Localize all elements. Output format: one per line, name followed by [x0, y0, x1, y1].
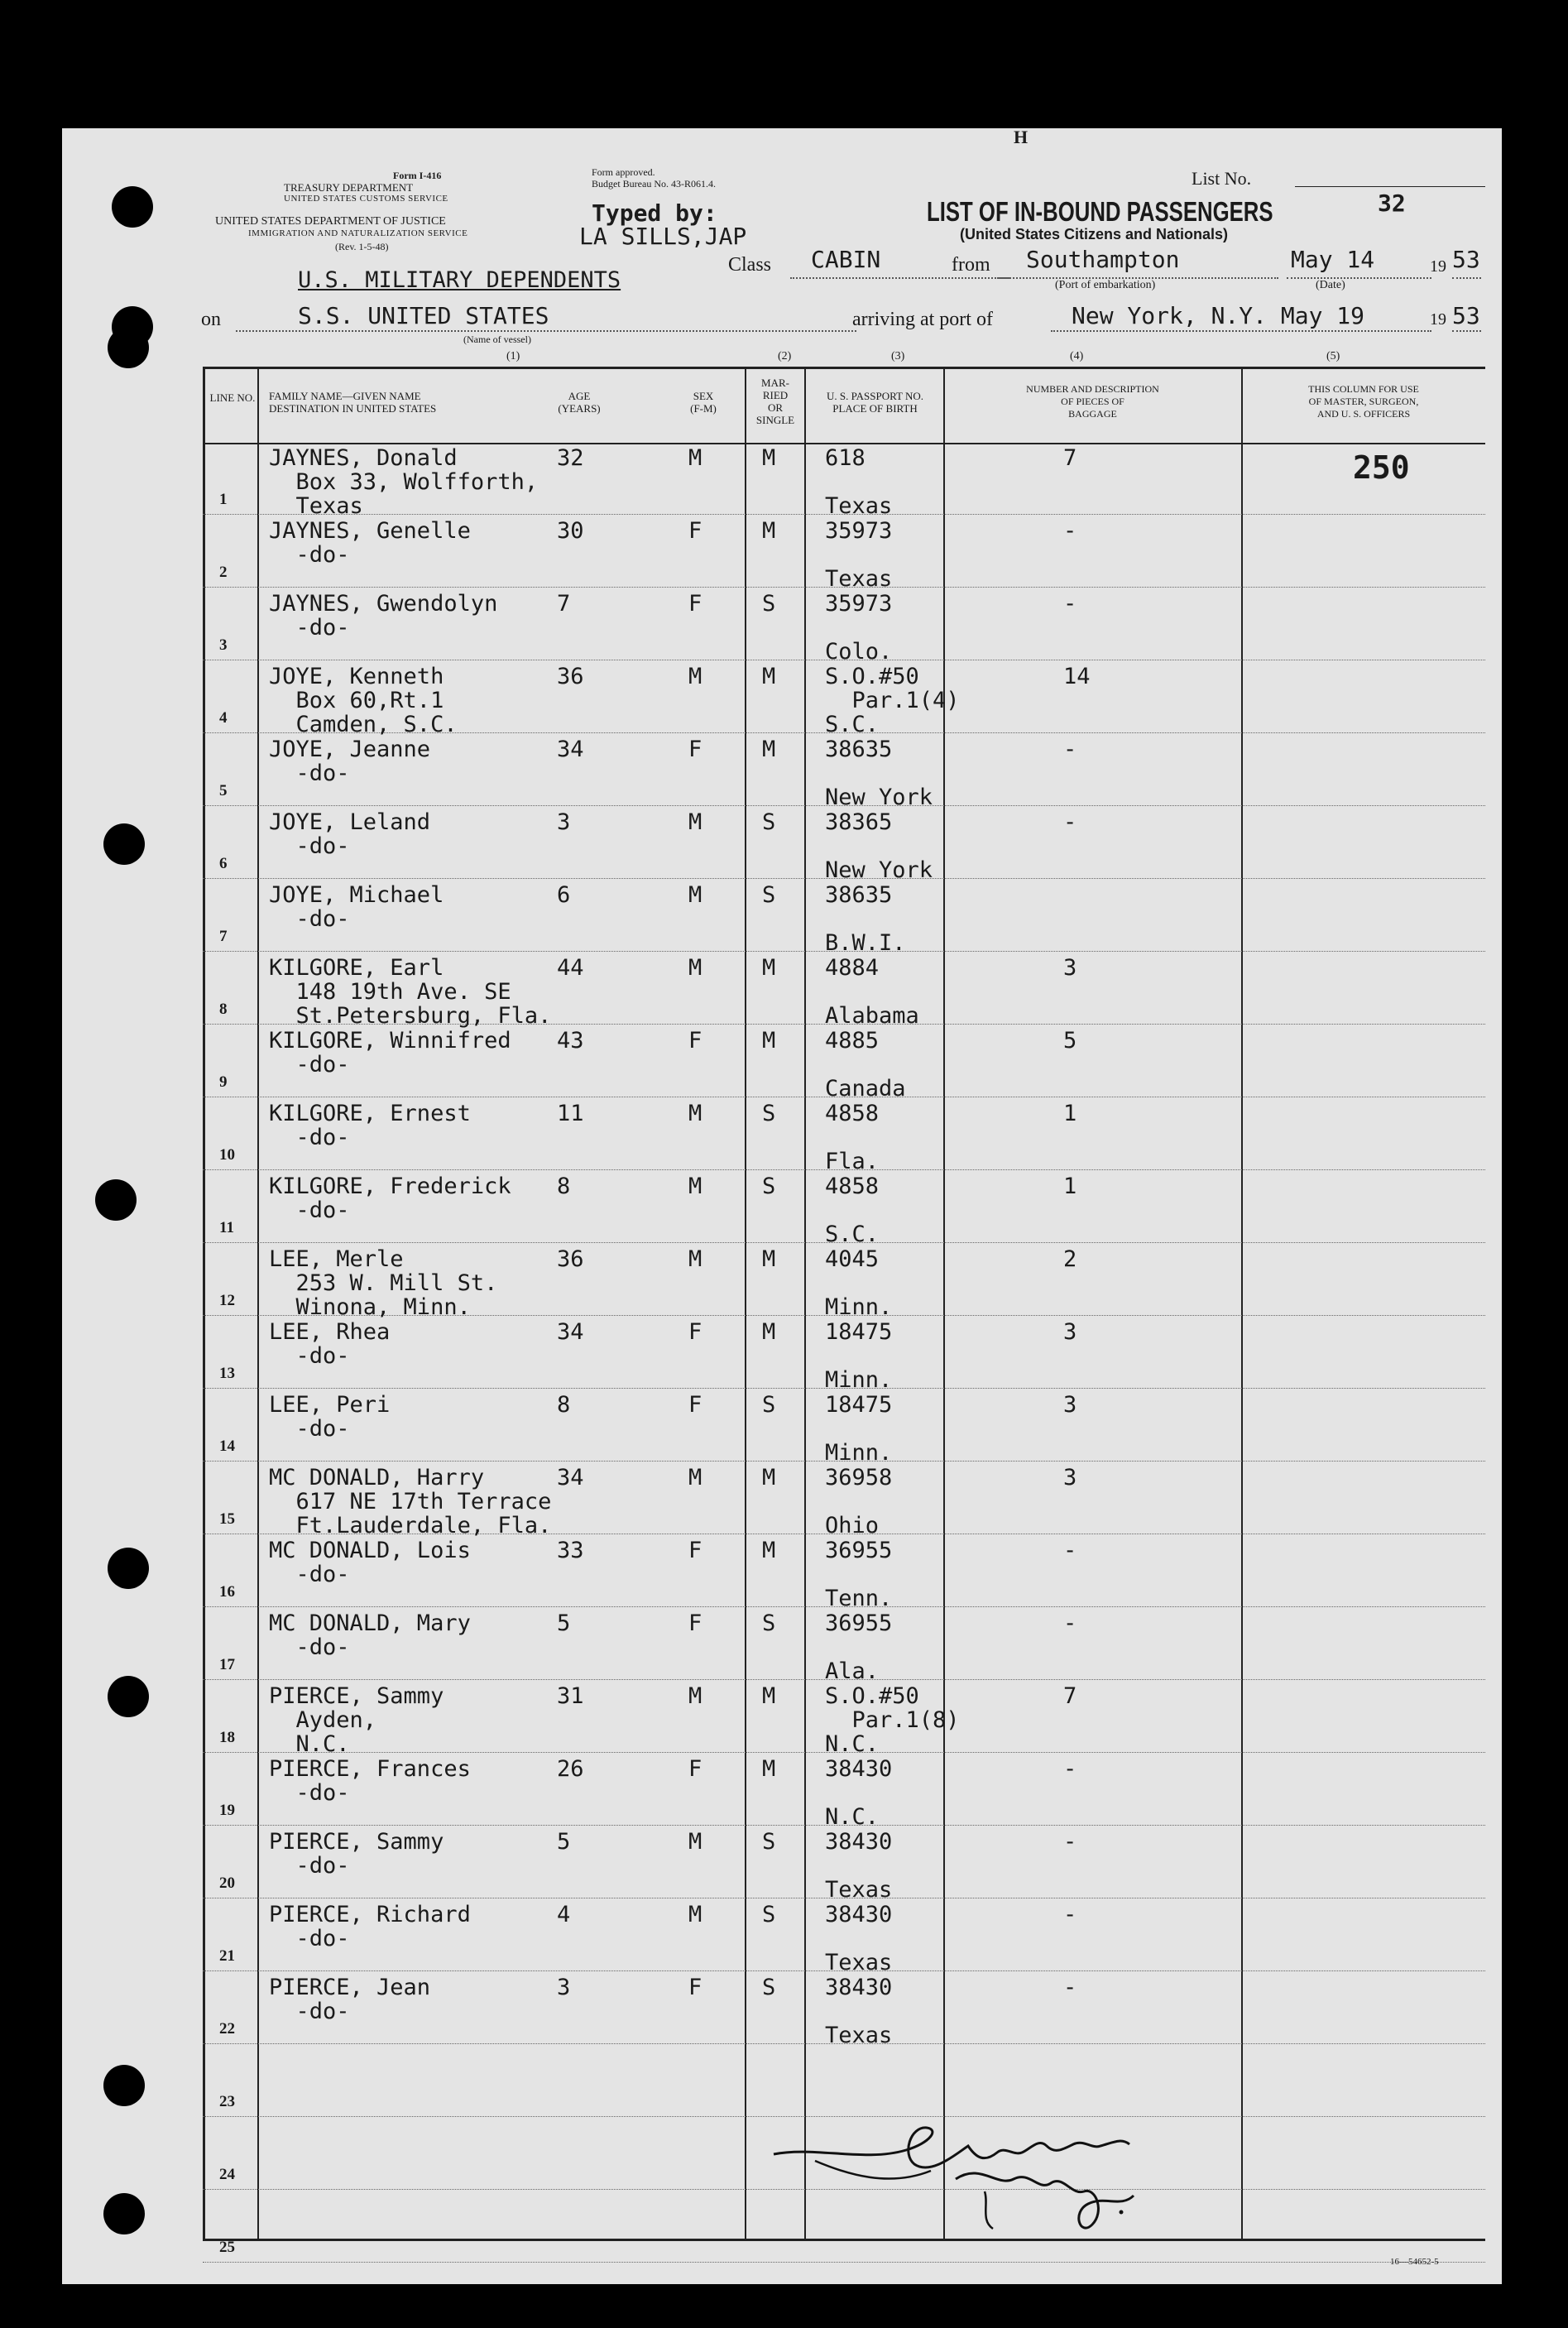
line-number: 4 — [219, 709, 228, 727]
table-row — [203, 1029, 1485, 1102]
passenger-sex: M — [688, 1902, 702, 1927]
passenger-sex: F — [688, 737, 702, 762]
passenger-age: 3 — [557, 1975, 571, 2000]
table-row — [203, 883, 1485, 956]
table-row — [203, 1611, 1485, 1684]
table-row — [203, 956, 1485, 1029]
passenger-name: MC DONALD, Harry 617 NE 17th Terrace Ft.Lauderdale, Fla. — [269, 1465, 552, 1538]
passport-and-birthplace: 38430 Texas — [825, 1829, 893, 1903]
table-row — [203, 665, 1485, 737]
passenger-sex: F — [688, 1975, 702, 2000]
passenger-sex: F — [688, 1319, 702, 1345]
passenger-name: KILGORE, Ernest -do- — [269, 1101, 471, 1150]
header-age: AGE — [568, 390, 591, 402]
arrival-year: 53 — [1452, 302, 1480, 329]
passenger-age: 11 — [557, 1101, 584, 1126]
line-number: 3 — [219, 636, 228, 654]
table-row — [203, 592, 1485, 665]
passport-and-birthplace: 35973 Colo. — [825, 591, 893, 665]
passenger-age: 44 — [557, 955, 584, 981]
form-approved: Form approved. — [592, 166, 655, 178]
passport-and-birthplace: S.O.#50 Par.1(8) N.C. — [825, 1683, 960, 1757]
passenger-marital-status: M — [762, 664, 776, 689]
line-number: 19 — [219, 1802, 235, 1819]
passenger-marital-status: S — [762, 1101, 776, 1126]
punch-hole — [112, 186, 153, 228]
header-officers-3: AND U. S. OFFICERS — [1316, 408, 1411, 420]
officer-mark: 250 — [1353, 449, 1410, 486]
header-passport: U. S. PASSPORT NO. — [827, 390, 923, 402]
line-number: 17 — [219, 1656, 235, 1673]
baggage-count: 2 — [1063, 1246, 1077, 1272]
table-row — [203, 1903, 1485, 1975]
line-number: 24 — [219, 2166, 235, 2183]
embark-year: 53 — [1452, 246, 1480, 273]
baggage-count: - — [1063, 1829, 1077, 1855]
typed-by-label: Typed by: — [592, 199, 717, 227]
passenger-marital-status: M — [762, 1319, 776, 1345]
passenger-age: 30 — [557, 518, 584, 544]
passenger-age: 7 — [557, 591, 571, 617]
passenger-age: 32 — [557, 445, 584, 471]
passport-and-birthplace: 38430 N.C. — [825, 1756, 893, 1830]
line-number: 6 — [219, 855, 228, 872]
table-row — [203, 1830, 1485, 1903]
passport-and-birthplace: 18475 Minn. — [825, 1319, 893, 1393]
port-of-embarkation: Southampton — [1026, 246, 1180, 273]
class-label: Class — [728, 254, 772, 276]
baggage-count: - — [1063, 1610, 1077, 1636]
passenger-age: 43 — [557, 1028, 584, 1054]
passenger-name: MC DONALD, Mary -do- — [269, 1610, 471, 1660]
baggage-count: 7 — [1063, 445, 1077, 471]
baggage-count: 3 — [1063, 1392, 1077, 1418]
passenger-age: 3 — [557, 809, 571, 835]
punch-hole — [108, 327, 149, 368]
list-number: 32 — [1378, 190, 1406, 217]
passenger-name: KILGORE, Earl 148 19th Ave. SE St.Petersburg, Fla. — [269, 955, 552, 1029]
line-number: 15 — [219, 1510, 235, 1528]
baggage-count: - — [1063, 518, 1077, 544]
column-number: (5) — [1326, 350, 1340, 362]
passenger-marital-status: M — [762, 1465, 776, 1490]
line-number: 9 — [219, 1073, 228, 1091]
table-row — [203, 1393, 1485, 1466]
passenger-age: 33 — [557, 1538, 584, 1563]
passenger-marital-status: S — [762, 1392, 776, 1418]
baggage-count: 1 — [1063, 1101, 1077, 1126]
baggage-count: - — [1063, 1902, 1077, 1927]
passport-and-birthplace: 38430 Texas — [825, 1902, 893, 1975]
header-officers: THIS COLUMN FOR USE — [1308, 383, 1419, 395]
table-row — [203, 1174, 1485, 1247]
passenger-age: 5 — [557, 1610, 571, 1636]
punch-hole — [103, 823, 145, 865]
budget-bureau: Budget Bureau No. 43-R061.4. — [592, 178, 716, 190]
passenger-marital-status: S — [762, 1829, 776, 1855]
arrival-year-prefix: 19 — [1430, 310, 1446, 329]
header-baggage-3: BAGGAGE — [1068, 408, 1117, 420]
header-age-unit: (YEARS) — [558, 402, 601, 415]
table-row — [203, 446, 1485, 519]
line-number: 20 — [219, 1874, 235, 1892]
passenger-sex: F — [688, 591, 702, 617]
passport-and-birthplace: 36958 Ohio — [825, 1465, 893, 1538]
passenger-sex: F — [688, 518, 702, 544]
treasury-department: TREASURY DEPARTMENT — [284, 181, 414, 194]
passenger-marital-status: S — [762, 882, 776, 908]
baggage-count: 14 — [1063, 664, 1091, 689]
form-number: Form I-416 — [393, 170, 442, 181]
passenger-age: 36 — [557, 1246, 584, 1272]
top-mark: H — [1014, 127, 1029, 147]
passenger-sex: F — [688, 1610, 702, 1636]
header-officers-2: OF MASTER, SURGEON, — [1308, 396, 1419, 407]
passenger-sex: M — [688, 664, 702, 689]
passport-and-birthplace: 38635 B.W.I. — [825, 882, 906, 956]
passenger-name: JAYNES, Donald Box 33, Wolfforth, Texas — [269, 445, 539, 519]
header-married-4: SINGLE — [755, 414, 795, 426]
list-subtitle: (United States Citizens and Nationals) — [960, 226, 1229, 242]
passenger-age: 34 — [557, 737, 584, 762]
header-name: FAMILY NAME—GIVEN NAME — [269, 390, 421, 402]
passenger-marital-status: M — [762, 955, 776, 981]
table-row — [203, 1975, 1485, 2048]
passenger-age: 34 — [557, 1465, 584, 1490]
passenger-name: KILGORE, Frederick -do- — [269, 1174, 511, 1223]
baggage-count: 1 — [1063, 1174, 1077, 1199]
list-no-label: List No. — [1192, 168, 1252, 189]
passenger-name: LEE, Merle 253 W. Mill St. Winona, Minn. — [269, 1246, 498, 1320]
passport-and-birthplace: 38430 Texas — [825, 1975, 893, 2048]
baggage-count: 3 — [1063, 1319, 1077, 1345]
header-destination: DESTINATION IN UNITED STATES — [269, 402, 437, 415]
passenger-name: JOYE, Michael -do- — [269, 882, 444, 932]
passenger-sex: F — [688, 1756, 702, 1782]
passenger-sex: M — [688, 882, 702, 908]
line-number: 7 — [219, 928, 228, 945]
date-caption: (Date) — [1316, 279, 1345, 291]
passenger-sex: M — [688, 955, 702, 981]
table-body — [203, 443, 1485, 2256]
passport-and-birthplace: 4884 Alabama — [825, 955, 919, 1029]
line-number: 25 — [219, 2239, 235, 2256]
header-married-2: RIED — [762, 389, 789, 401]
passenger-age: 6 — [557, 882, 571, 908]
table-row — [203, 1247, 1485, 1320]
passenger-name: PIERCE, Frances -do- — [269, 1756, 471, 1806]
passenger-name: PIERCE, Sammy Ayden, N.C. — [269, 1683, 444, 1757]
typed-by-value: LA SILLS,JAP — [579, 223, 747, 250]
passport-and-birthplace: 38635 New York — [825, 737, 933, 810]
table-row — [203, 1466, 1485, 1538]
passenger-marital-status: M — [762, 1028, 776, 1054]
passenger-name: JOYE, Kenneth Box 60,Rt.1 Camden, S.C. — [269, 664, 458, 737]
header-married: MAR- — [761, 377, 789, 389]
header-sex-values: (F-M) — [690, 402, 717, 415]
row-divider — [203, 2262, 1485, 2263]
passenger-table — [203, 367, 1485, 2256]
passenger-age: 8 — [557, 1392, 571, 1418]
passenger-name: JOYE, Jeanne -do- — [269, 737, 431, 786]
passenger-name: LEE, Rhea -do- — [269, 1319, 391, 1369]
passenger-marital-status: M — [762, 1246, 776, 1272]
header-baggage: NUMBER AND DESCRIPTION — [1026, 383, 1159, 395]
passenger-marital-status: M — [762, 1683, 776, 1709]
baggage-count: 3 — [1063, 1465, 1077, 1490]
passenger-age: 34 — [557, 1319, 584, 1345]
baggage-count: - — [1063, 737, 1077, 762]
header-sex: SEX — [693, 390, 714, 402]
passport-and-birthplace: 618 Texas — [825, 445, 893, 519]
passenger-name: PIERCE, Jean -do- — [269, 1975, 431, 2024]
vessel-name: S.S. UNITED STATES — [298, 302, 549, 329]
justice-department: UNITED STATES DEPARTMENT OF JUSTICE — [215, 215, 446, 228]
passenger-marital-status: S — [762, 591, 776, 617]
passenger-marital-status: S — [762, 1174, 776, 1199]
baggage-count: - — [1063, 809, 1077, 835]
passenger-sex: M — [688, 1683, 702, 1709]
passenger-sex: M — [688, 1101, 702, 1126]
footer-code: 16—54652-5 — [1390, 2257, 1439, 2267]
passenger-sex: M — [688, 1246, 702, 1272]
passenger-age: 26 — [557, 1756, 584, 1782]
passenger-sex: F — [688, 1538, 702, 1563]
passenger-marital-status: S — [762, 1610, 776, 1636]
passenger-marital-status: M — [762, 1538, 776, 1563]
group-label: U.S. MILITARY DEPENDENTS — [298, 267, 621, 293]
port-caption: (Port of embarkation) — [1055, 279, 1156, 291]
header-line-no: LINE NO. — [209, 391, 256, 404]
baggage-count: 3 — [1063, 955, 1077, 981]
passport-and-birthplace: 18475 Minn. — [825, 1392, 893, 1466]
passenger-name: JAYNES, Gwendolyn -do- — [269, 591, 498, 641]
arrival-port: New York, N.Y. May 19 — [1072, 302, 1365, 329]
embark-date: May 14 — [1291, 246, 1375, 273]
passenger-age: 31 — [557, 1683, 584, 1709]
line-number: 14 — [219, 1438, 235, 1455]
passenger-marital-status: S — [762, 809, 776, 835]
line-number: 11 — [219, 1219, 234, 1236]
passport-and-birthplace: 36955 Ala. — [825, 1610, 893, 1684]
passenger-marital-status: M — [762, 1756, 776, 1782]
punch-hole — [108, 1548, 149, 1589]
line-number: 13 — [219, 1365, 235, 1382]
baggage-count: - — [1063, 591, 1077, 617]
manifest-page — [62, 128, 1502, 2284]
column-number: (1) — [506, 350, 520, 362]
passenger-name: MC DONALD, Lois -do- — [269, 1538, 471, 1587]
arriving-label: arriving at port of — [852, 309, 993, 330]
passenger-age: 5 — [557, 1829, 571, 1855]
line-number: 22 — [219, 2020, 235, 2038]
column-number: (4) — [1070, 350, 1084, 362]
header-birthplace: PLACE OF BIRTH — [832, 402, 918, 415]
passenger-sex: M — [688, 1465, 702, 1490]
passenger-sex: F — [688, 1028, 702, 1054]
header-married-3: OR — [767, 401, 784, 414]
column-number: (3) — [891, 350, 905, 362]
passport-and-birthplace: 36955 Tenn. — [825, 1538, 893, 1611]
line-number: 18 — [219, 1729, 235, 1746]
punch-hole — [103, 2065, 145, 2106]
passenger-age: 8 — [557, 1174, 571, 1199]
line-number: 8 — [219, 1001, 228, 1018]
table-row — [203, 737, 1485, 810]
from-label: from — [952, 254, 990, 276]
passport-and-birthplace: 4885 Canada — [825, 1028, 906, 1102]
list-title: LIST OF IN-BOUND PASSENGERS — [927, 196, 1273, 227]
passenger-marital-status: M — [762, 518, 776, 544]
passenger-name: PIERCE, Richard -do- — [269, 1902, 471, 1951]
passenger-marital-status: M — [762, 737, 776, 762]
immigration-service: IMMIGRATION AND NATURALIZATION SERVICE — [248, 228, 468, 238]
line-number: 1 — [219, 491, 228, 508]
passenger-sex: M — [688, 1829, 702, 1855]
form-revision: (Rev. 1-5-48) — [335, 241, 389, 252]
passenger-name: PIERCE, Sammy -do- — [269, 1829, 444, 1879]
passenger-name: JAYNES, Genelle -do- — [269, 518, 471, 568]
vessel-caption: (Name of vessel) — [463, 334, 531, 345]
line-number: 16 — [219, 1583, 235, 1601]
line-number: 21 — [219, 1947, 235, 1965]
passenger-age: 4 — [557, 1902, 571, 1927]
line-number: 5 — [219, 782, 228, 799]
table-row — [203, 1684, 1485, 1757]
passport-and-birthplace: 4858 S.C. — [825, 1174, 880, 1247]
baggage-count: 5 — [1063, 1028, 1077, 1054]
passenger-name: JOYE, Leland -do- — [269, 809, 431, 859]
line-number: 23 — [219, 2093, 235, 2110]
passenger-sex: M — [688, 1174, 702, 1199]
passenger-sex: F — [688, 1392, 702, 1418]
class-value: CABIN — [811, 246, 881, 273]
column-number: (2) — [778, 350, 792, 362]
line-number: 12 — [219, 1292, 235, 1309]
table-row — [203, 1757, 1485, 1830]
table-row — [203, 519, 1485, 592]
passenger-marital-status: M — [762, 445, 776, 471]
baggage-count: - — [1063, 1538, 1077, 1563]
line-number: 10 — [219, 1146, 235, 1164]
officer-signature — [765, 2113, 1262, 2245]
table-row — [203, 810, 1485, 883]
passport-and-birthplace: 35973 Texas — [825, 518, 893, 592]
baggage-count: 7 — [1063, 1683, 1077, 1709]
passport-and-birthplace: S.O.#50 Par.1(4) S.C. — [825, 664, 960, 737]
passenger-sex: M — [688, 809, 702, 835]
passenger-marital-status: S — [762, 1902, 776, 1927]
baggage-count: - — [1063, 1756, 1077, 1782]
table-row — [203, 1538, 1485, 1611]
passport-and-birthplace: 4858 Fla. — [825, 1101, 880, 1174]
header-baggage-2: OF PIECES OF — [1061, 396, 1124, 407]
passenger-marital-status: S — [762, 1975, 776, 2000]
passenger-name: KILGORE, Winnifred -do- — [269, 1028, 511, 1078]
year-prefix: 19 — [1430, 257, 1446, 276]
passport-and-birthplace: 4045 Minn. — [825, 1246, 893, 1320]
passenger-name: LEE, Peri -do- — [269, 1392, 391, 1442]
table-row — [203, 1320, 1485, 1393]
punch-hole — [95, 1179, 137, 1221]
passenger-sex: M — [688, 445, 702, 471]
punch-hole — [108, 1676, 149, 1717]
customs-service: UNITED STATES CUSTOMS SERVICE — [284, 194, 448, 204]
passport-and-birthplace: 38365 New York — [825, 809, 933, 883]
passenger-age: 36 — [557, 664, 584, 689]
line-number: 2 — [219, 564, 228, 581]
punch-hole — [103, 2193, 145, 2234]
on-label: on — [201, 309, 221, 330]
table-row — [203, 1102, 1485, 1174]
baggage-count: - — [1063, 1975, 1077, 2000]
